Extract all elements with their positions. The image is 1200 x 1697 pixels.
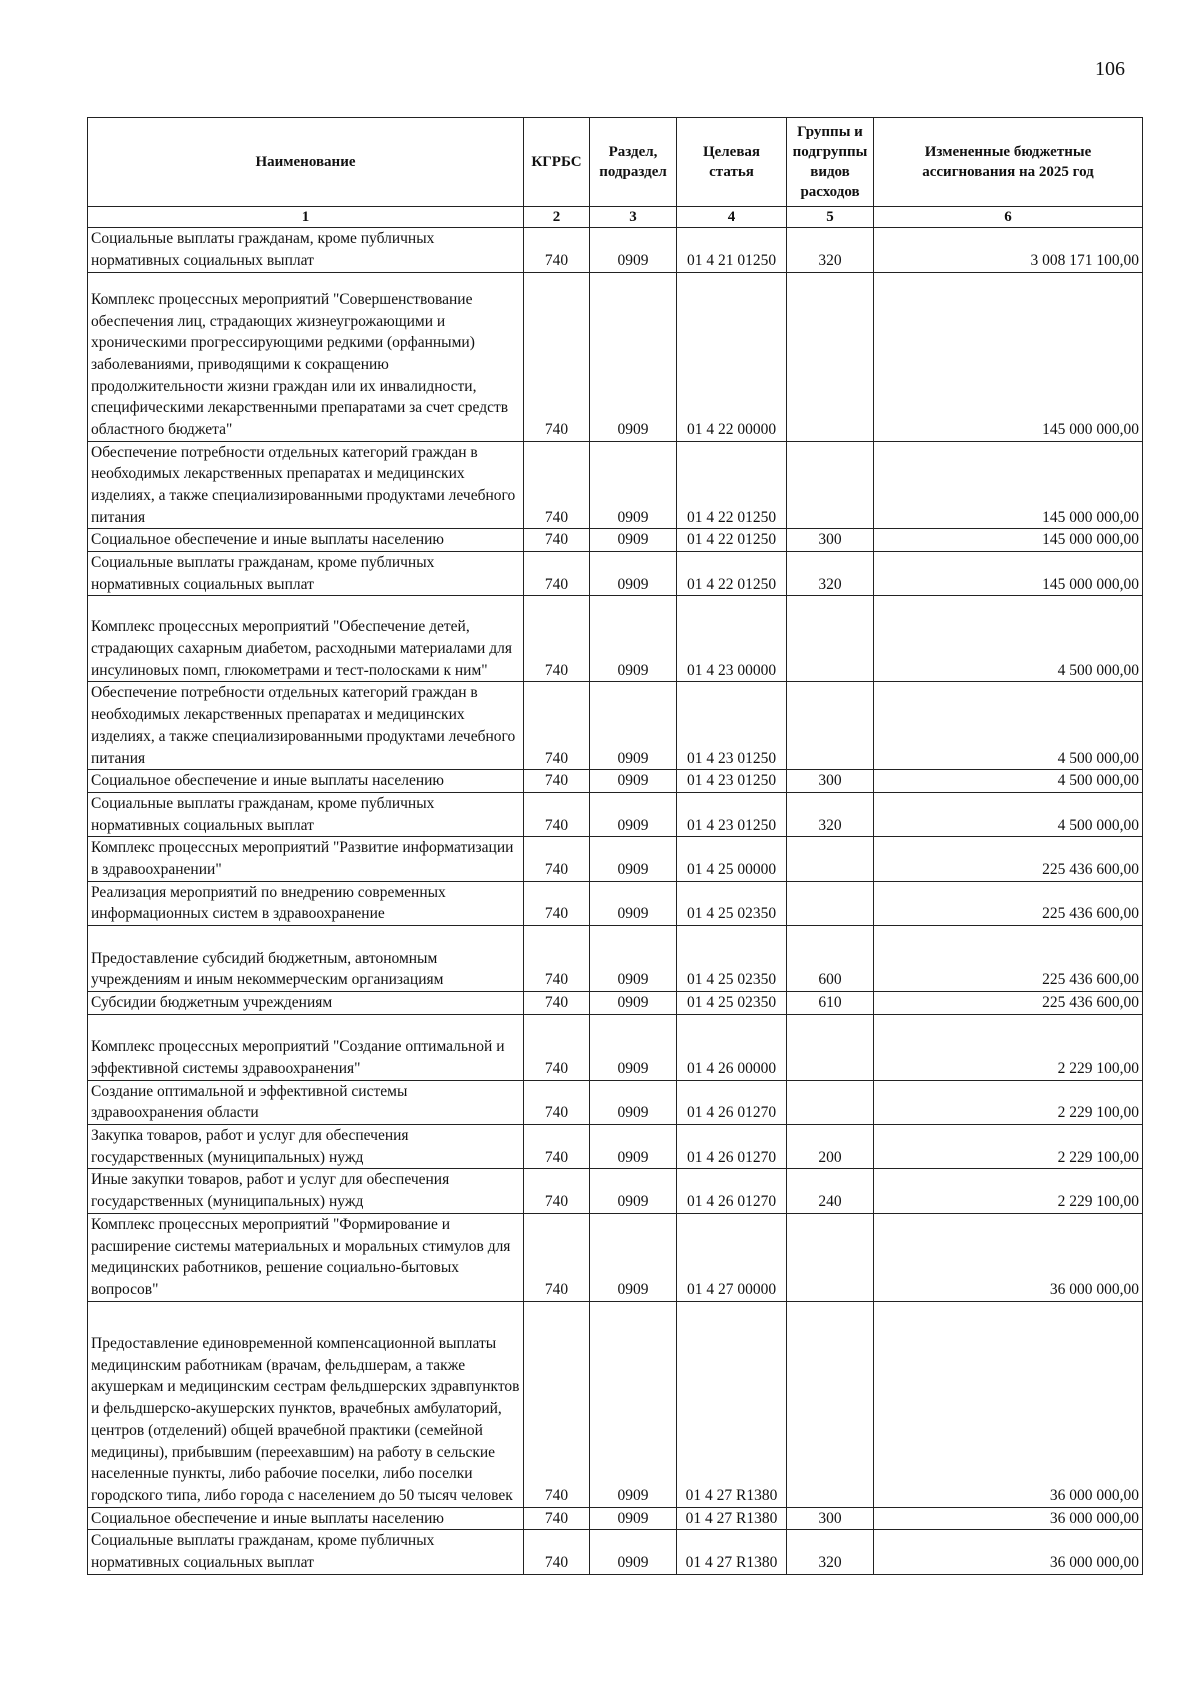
row-amount: 36 000 000,00 <box>874 1507 1143 1530</box>
row-name: Социальное обеспечение и иные выплаты населению <box>88 529 524 552</box>
table-row <box>88 881 1143 925</box>
table-row <box>88 552 1143 596</box>
row-section: 0909 <box>590 881 677 925</box>
row-name: Комплекс процессных мероприятий "Формирование и расширение системы материальных и моральных стимулов для медицинских работников, решение социально-бытовых вопросов" <box>88 1213 524 1301</box>
table-row <box>88 926 1143 992</box>
row-amount: 4 500 000,00 <box>874 682 1143 770</box>
table-row <box>88 1169 1143 1213</box>
row-section: 0909 <box>590 228 677 272</box>
table-row <box>88 770 1143 793</box>
row-kgrbs: 740 <box>524 1301 590 1507</box>
row-amount: 225 436 600,00 <box>874 881 1143 925</box>
row-group <box>787 441 874 529</box>
row-kgrbs: 740 <box>524 837 590 881</box>
column-number: 6 <box>874 207 1143 228</box>
row-section: 0909 <box>590 1125 677 1169</box>
row-name: Обеспечение потребности отдельных категорий граждан в необходимых лекарственных препаратах и медицинских изделиях, а также специализированными продуктами лечебного питания <box>88 682 524 770</box>
table-row <box>88 1080 1143 1124</box>
row-amount: 2 229 100,00 <box>874 1169 1143 1213</box>
table-row <box>88 1213 1143 1301</box>
row-name: Комплекс процессных мероприятий "Обеспечение детей, страдающих сахарным диабетом, расходными материалами для инсулиновых помп, глюкометрами и тест-полосками к ним" <box>88 596 524 682</box>
row-target: 01 4 22 01250 <box>677 552 787 596</box>
row-group <box>787 1080 874 1124</box>
row-group: 300 <box>787 529 874 552</box>
row-name: Реализация мероприятий по внедрению современных информационных систем в здравоохранение <box>88 881 524 925</box>
row-name: Социальное обеспечение и иные выплаты населению <box>88 770 524 793</box>
row-group: 600 <box>787 926 874 992</box>
row-amount: 36 000 000,00 <box>874 1213 1143 1301</box>
row-name: Предоставление единовременной компенсационной выплаты медицинским работникам (врачам, фельдшерам, а также акушеркам и медицинским сестрам фельдшерских здравпунктов и фельдшерско-акушерских пунктов, врачебных амбулаторий, центров (отделений) общей врачебной практики (семейной медицины), прибывшим (переехавшим) на работу в сельские населенные пункты, либо рабочие поселки, либо поселки городского типа, либо города с населением до 50 тысяч человек <box>88 1301 524 1507</box>
budget-table <box>87 117 1143 1575</box>
row-section: 0909 <box>590 770 677 793</box>
column-number: 5 <box>787 207 874 228</box>
row-target: 01 4 23 00000 <box>677 596 787 682</box>
column-number-row <box>88 207 1143 228</box>
row-section: 0909 <box>590 1080 677 1124</box>
table-row <box>88 529 1143 552</box>
row-section: 0909 <box>590 992 677 1015</box>
row-amount: 36 000 000,00 <box>874 1530 1143 1574</box>
row-target: 01 4 27 00000 <box>677 1213 787 1301</box>
row-kgrbs: 740 <box>524 792 590 836</box>
header-kgrbs: КГРБС <box>524 118 590 207</box>
row-section: 0909 <box>590 441 677 529</box>
row-amount: 2 229 100,00 <box>874 1014 1143 1080</box>
table-body <box>88 228 1143 1574</box>
row-amount: 3 008 171 100,00 <box>874 228 1143 272</box>
row-target: 01 4 27 R1380 <box>677 1530 787 1574</box>
table-row <box>88 1125 1143 1169</box>
row-kgrbs: 740 <box>524 770 590 793</box>
row-section: 0909 <box>590 1530 677 1574</box>
row-amount: 4 500 000,00 <box>874 596 1143 682</box>
row-kgrbs: 740 <box>524 441 590 529</box>
row-group: 320 <box>787 228 874 272</box>
row-section: 0909 <box>590 1213 677 1301</box>
row-name: Закупка товаров, работ и услуг для обеспечения государственных (муниципальных) нужд <box>88 1125 524 1169</box>
row-group: 610 <box>787 992 874 1015</box>
row-kgrbs: 740 <box>524 992 590 1015</box>
row-kgrbs: 740 <box>524 552 590 596</box>
row-kgrbs: 740 <box>524 1014 590 1080</box>
column-number: 3 <box>590 207 677 228</box>
header-row <box>88 118 1143 207</box>
row-target: 01 4 27 R1380 <box>677 1507 787 1530</box>
table-row <box>88 1507 1143 1530</box>
row-target: 01 4 26 01270 <box>677 1169 787 1213</box>
row-name: Создание оптимальной и эффективной системы здравоохранения области <box>88 1080 524 1124</box>
row-section: 0909 <box>590 1169 677 1213</box>
column-number: 4 <box>677 207 787 228</box>
row-section: 0909 <box>590 272 677 441</box>
row-amount: 145 000 000,00 <box>874 272 1143 441</box>
row-group: 320 <box>787 1530 874 1574</box>
table-row <box>88 837 1143 881</box>
column-number: 1 <box>88 207 524 228</box>
row-group <box>787 1301 874 1507</box>
row-group: 240 <box>787 1169 874 1213</box>
row-kgrbs: 740 <box>524 1213 590 1301</box>
row-name: Обеспечение потребности отдельных категорий граждан в необходимых лекарственных препаратах и медицинских изделиях, а также специализированными продуктами лечебного питания <box>88 441 524 529</box>
row-group: 200 <box>787 1125 874 1169</box>
row-amount: 2 229 100,00 <box>874 1125 1143 1169</box>
row-target: 01 4 22 00000 <box>677 272 787 441</box>
row-target: 01 4 22 01250 <box>677 441 787 529</box>
header-section: Раздел, подраздел <box>590 118 677 207</box>
header-amount: Измененные бюджетные ассигнования на 2025 год <box>874 118 1143 207</box>
row-name: Комплекс процессных мероприятий "Создание оптимальной и эффективной системы здравоохранения" <box>88 1014 524 1080</box>
row-section: 0909 <box>590 682 677 770</box>
row-group <box>787 837 874 881</box>
row-amount: 145 000 000,00 <box>874 441 1143 529</box>
row-group <box>787 1014 874 1080</box>
row-target: 01 4 23 01250 <box>677 792 787 836</box>
row-amount: 4 500 000,00 <box>874 792 1143 836</box>
row-name: Социальные выплаты гражданам, кроме публичных нормативных социальных выплат <box>88 228 524 272</box>
row-amount: 4 500 000,00 <box>874 770 1143 793</box>
row-group <box>787 881 874 925</box>
row-section: 0909 <box>590 1014 677 1080</box>
table-row <box>88 1530 1143 1574</box>
row-kgrbs: 740 <box>524 1080 590 1124</box>
row-kgrbs: 740 <box>524 596 590 682</box>
row-target: 01 4 25 02350 <box>677 926 787 992</box>
row-section: 0909 <box>590 1301 677 1507</box>
table-row <box>88 441 1143 529</box>
row-section: 0909 <box>590 926 677 992</box>
row-target: 01 4 22 01250 <box>677 529 787 552</box>
row-kgrbs: 740 <box>524 881 590 925</box>
row-amount: 36 000 000,00 <box>874 1301 1143 1507</box>
row-name: Социальные выплаты гражданам, кроме публичных нормативных социальных выплат <box>88 552 524 596</box>
table-row <box>88 682 1143 770</box>
row-name: Иные закупки товаров, работ и услуг для обеспечения государственных (муниципальных) нужд <box>88 1169 524 1213</box>
row-section: 0909 <box>590 529 677 552</box>
row-kgrbs: 740 <box>524 1169 590 1213</box>
row-kgrbs: 740 <box>524 529 590 552</box>
row-target: 01 4 23 01250 <box>677 682 787 770</box>
row-amount: 145 000 000,00 <box>874 529 1143 552</box>
row-section: 0909 <box>590 596 677 682</box>
row-name: Комплекс процессных мероприятий "Совершенствование обеспечения лиц, страдающих жизнеугрожающими и хроническими прогрессирующими редкими (орфанными) заболеваниями, приводящими к сокращению продолжительности жизни граждан или их инвалидности, специфическими лекарственными препаратами за счет средств областного бюджета" <box>88 272 524 441</box>
row-group <box>787 1213 874 1301</box>
header-groups: Группы и подгруппы видов расходов <box>787 118 874 207</box>
row-kgrbs: 740 <box>524 926 590 992</box>
row-name: Субсидии бюджетным учреждениям <box>88 992 524 1015</box>
row-amount: 225 436 600,00 <box>874 926 1143 992</box>
row-group: 300 <box>787 1507 874 1530</box>
header-target: Целевая статья <box>677 118 787 207</box>
row-group <box>787 682 874 770</box>
row-group <box>787 596 874 682</box>
row-kgrbs: 740 <box>524 1507 590 1530</box>
row-target: 01 4 26 01270 <box>677 1080 787 1124</box>
row-section: 0909 <box>590 792 677 836</box>
row-amount: 2 229 100,00 <box>874 1080 1143 1124</box>
row-target: 01 4 21 01250 <box>677 228 787 272</box>
row-amount: 145 000 000,00 <box>874 552 1143 596</box>
table-row <box>88 596 1143 682</box>
row-kgrbs: 740 <box>524 1530 590 1574</box>
column-number: 2 <box>524 207 590 228</box>
row-section: 0909 <box>590 837 677 881</box>
row-target: 01 4 26 01270 <box>677 1125 787 1169</box>
row-target: 01 4 25 02350 <box>677 881 787 925</box>
table-row <box>88 1301 1143 1507</box>
header-name: Наименование <box>88 118 524 207</box>
table-row <box>88 1014 1143 1080</box>
row-name: Социальные выплаты гражданам, кроме публичных нормативных социальных выплат <box>88 1530 524 1574</box>
page-number: 106 <box>1095 58 1125 80</box>
row-name: Социальные выплаты гражданам, кроме публичных нормативных социальных выплат <box>88 792 524 836</box>
row-name: Предоставление субсидий бюджетным, автономным учреждениям и иным некоммерческим организациям <box>88 926 524 992</box>
row-target: 01 4 26 00000 <box>677 1014 787 1080</box>
table-row <box>88 272 1143 441</box>
row-kgrbs: 740 <box>524 1125 590 1169</box>
row-kgrbs: 740 <box>524 272 590 441</box>
row-kgrbs: 740 <box>524 682 590 770</box>
table-row <box>88 792 1143 836</box>
row-group: 300 <box>787 770 874 793</box>
row-target: 01 4 25 02350 <box>677 992 787 1015</box>
row-section: 0909 <box>590 1507 677 1530</box>
table-row <box>88 992 1143 1015</box>
row-target: 01 4 27 R1380 <box>677 1301 787 1507</box>
row-amount: 225 436 600,00 <box>874 992 1143 1015</box>
row-group: 320 <box>787 792 874 836</box>
row-name: Социальное обеспечение и иные выплаты населению <box>88 1507 524 1530</box>
row-name: Комплекс процессных мероприятий "Развитие информатизации в здравоохранении" <box>88 837 524 881</box>
row-amount: 225 436 600,00 <box>874 837 1143 881</box>
row-kgrbs: 740 <box>524 228 590 272</box>
row-section: 0909 <box>590 552 677 596</box>
row-group <box>787 272 874 441</box>
row-group: 320 <box>787 552 874 596</box>
row-target: 01 4 25 00000 <box>677 837 787 881</box>
row-target: 01 4 23 01250 <box>677 770 787 793</box>
table-row <box>88 228 1143 272</box>
